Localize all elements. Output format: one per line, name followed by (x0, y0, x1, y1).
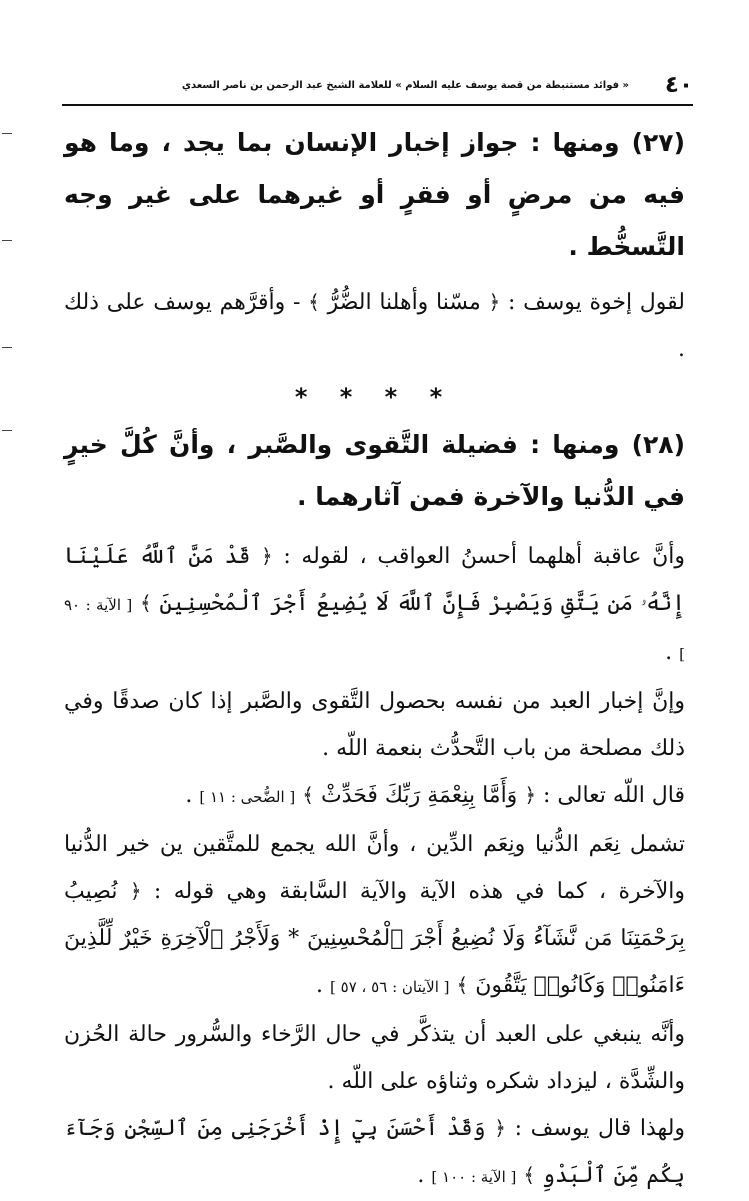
verse-reference: [ الآيتان : ٥٦ ، ٥٧ ] (330, 978, 450, 996)
paragraph-text: قال اللّه تعالى : (543, 783, 685, 808)
sentence-end: . (316, 973, 324, 998)
page-body (64, 117, 685, 1201)
margin-mark (2, 430, 12, 431)
quran-bracket-close: ﴾ (308, 290, 320, 314)
section-28-paragraph-4 (64, 821, 685, 1011)
section-28-paragraph-6 (64, 1105, 685, 1201)
sentence-end: . (665, 640, 673, 665)
quran-bracket-close: ﴾ (456, 973, 469, 997)
page-number: ٤٠ (664, 72, 693, 98)
verse-reference: [ الآية : ١٠٠ ] (431, 1168, 517, 1186)
quran-quote: وَأَمَّا بِنِعْمَةِ رَبِّكَ فَحَدِّثْ (320, 783, 518, 808)
paragraph-text: - وأقرَّهم يوسف على ذلك . (64, 290, 685, 362)
quran-bracket-open: ﴿ (261, 544, 273, 568)
quran-bracket-close: ﴾ (139, 591, 152, 615)
verse-reference: [ الضُّحى : ١١ ] (199, 788, 296, 806)
section-28-paragraph-2: وإنَّ إخبار العبد من نفسه بحصول التَّقوى والصَّبر إذا كان صدقًا وفي ذلك مصلحة من باب التَّحدُّث بنعمة اللّه . (64, 689, 685, 761)
paragraph-text: وأنَّ عاقبة أهلهما أحسنُ العواقب ، لقوله : (283, 544, 686, 569)
running-title: « فوائد مستنبطة من قصة يوسف عليه السلام » للعلامة الشيخ عبد الرحمن بن ناصر السعدي (181, 80, 629, 91)
section-28-paragraph-1 (64, 533, 685, 678)
section-28-paragraph-5: وأنَّه ينبغي على العبد أن يتذكَّر في حال الرَّخاء والسُّرور حالة الحُزن والشِّدَّة ، ليزداد شكره وثناؤه على اللّه . (64, 1022, 685, 1094)
paragraph-text: ولهذا قال يوسف : (514, 1116, 686, 1141)
sentence-end: . (185, 783, 193, 808)
paragraph-text: لقول إخوة يوسف : (507, 290, 685, 315)
verse-reference: [ الآية : ٩٠ ] (64, 596, 685, 663)
quran-bracket-open: ﴿ (129, 879, 142, 903)
margin-mark (2, 240, 12, 241)
section-28-paragraph-3 (64, 772, 685, 821)
quran-quote: نُصِيبُ بِرَحْمَتِنَا مَن نَّشَآءُ وَلَا نُضِيعُ أَجْرَ ٱلْمُحْسِنِينَ * وَلَأَجْرُ ٱلْآخِرَةِ خَيْرٌ لِّلَّذِينَ ءَامَنُوا۟ وَكَانُوا۟ يَتَّقُونَ (64, 879, 685, 998)
margin-mark (2, 347, 12, 348)
quran-bracket-open: ﴿ (524, 783, 537, 807)
quran-quote: مسّنا وأهلنا الضُّرُّ (327, 290, 481, 315)
quran-quote: وَقَدْ أَحْسَنَ بِيٓ إِذْ أَخْرَجَنِى مِنَ ٱلسِّجْنِ وَجَآءَ بِكُم مِّنَ ٱلْبَدْوِ (64, 1116, 685, 1188)
section-separator: * * * * (294, 383, 455, 411)
margin-mark (2, 133, 12, 134)
sentence-end: . (417, 1163, 425, 1188)
quran-bracket-open: ﴿ (494, 1116, 506, 1140)
section-27-paragraph (64, 279, 685, 373)
quran-quote: قَدْ مَنَّ ٱللَّهُ عَلَيْنَا إِنَّهُۥ مَن يَتَّقِ وَيَصْبِرْ فَإِنَّ ٱللَّهَ لَا يُضِيعُ أَجْرَ ٱلْمُحْسِنِينَ (64, 544, 685, 616)
section-27-heading: (٢٧) ومنها : جواز إخبار الإنسان بما يجد ، وما هو فيه من مرضٍ أو فقرٍ أو غيرهما على غير وجه التَّسخُّط . (64, 128, 685, 261)
quran-bracket-close: ﴾ (302, 783, 314, 807)
quran-bracket-close: ﴾ (523, 1163, 536, 1187)
page-header (62, 70, 693, 106)
section-28-heading: (٢٨) ومنها : فضيلة التَّقوى والصَّبر ، وأنَّ كُلَّ خيرٍ في الدُّنيا والآخرة فمن آثارهما . (64, 430, 685, 511)
quran-bracket-open: ﴿ (488, 290, 501, 314)
paragraph-text: تشمل نِعَم الدُّنيا ونِعَم الدِّين ، وأنَّ الله يجمع للمتَّقين ين خير الدُّنيا والآخرة ، كما في هذه الآية والآية السَّابقة وهي قوله : (64, 832, 685, 904)
